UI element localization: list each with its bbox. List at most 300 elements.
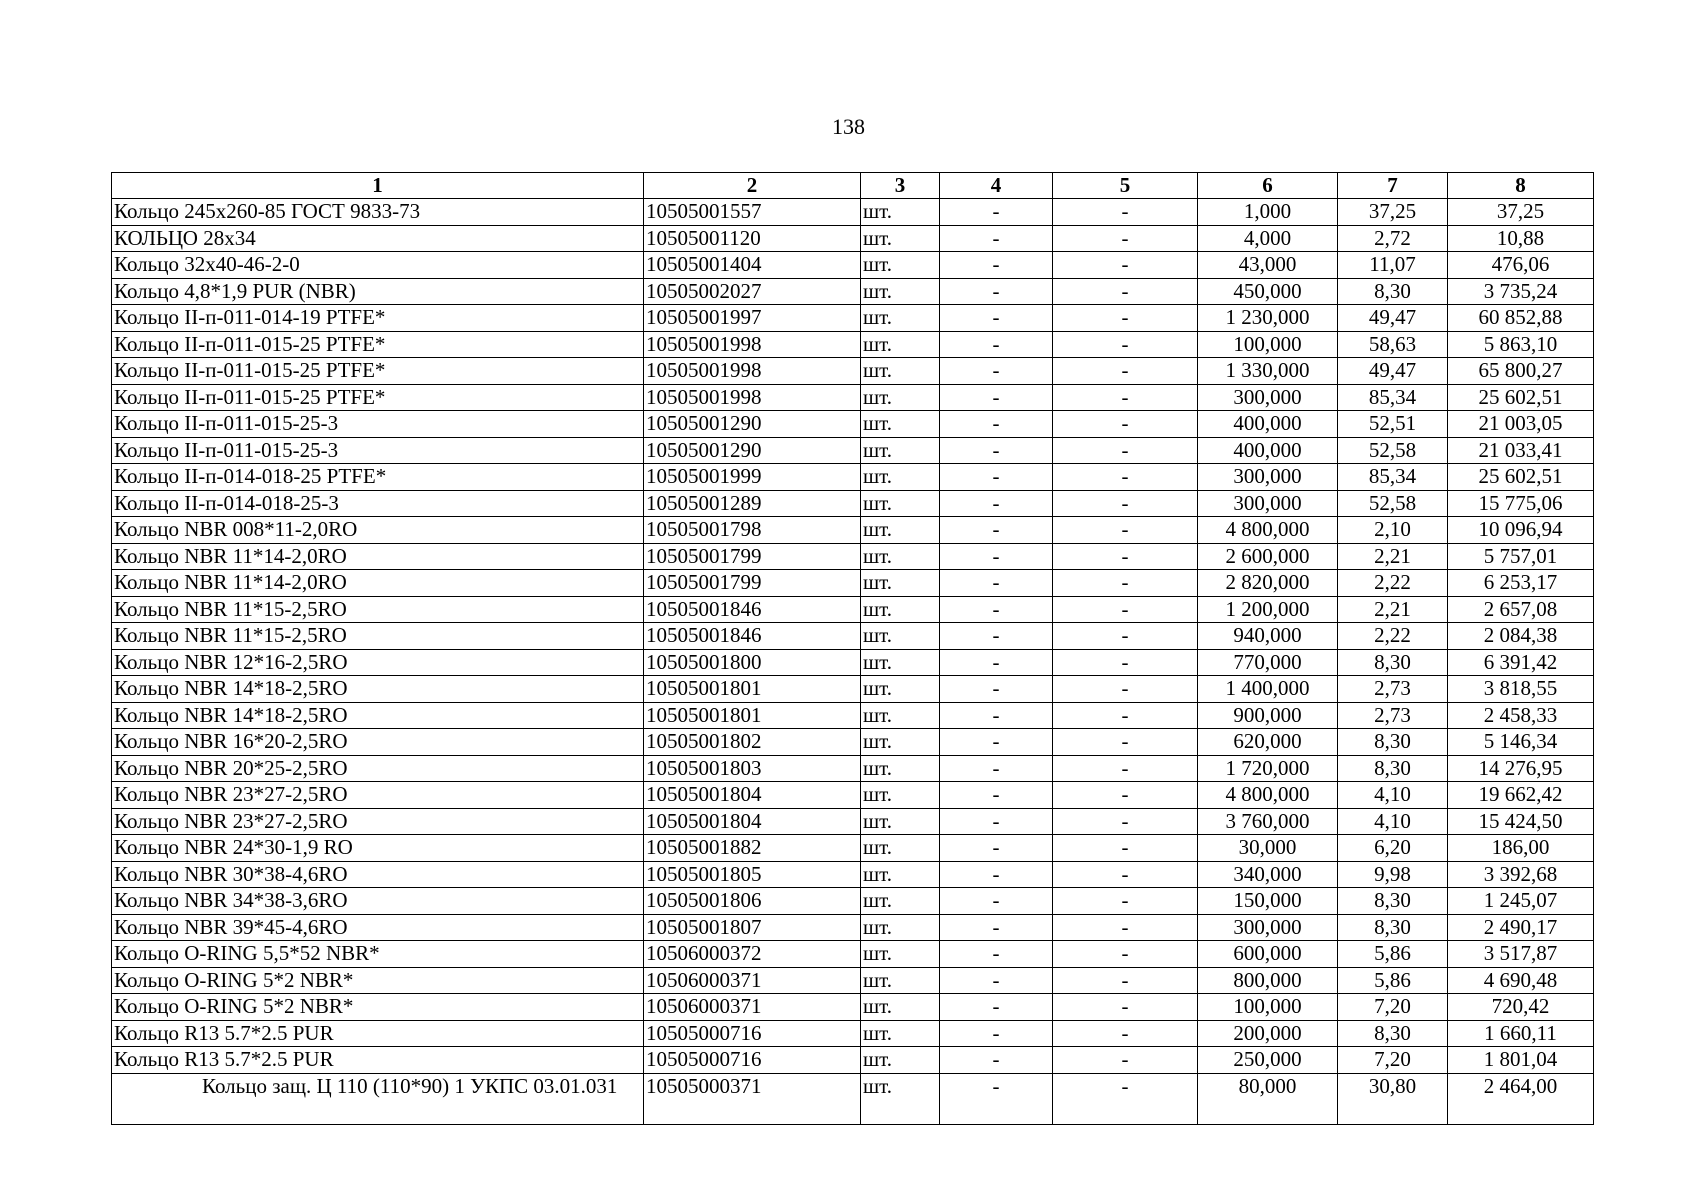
col4-cell: -	[940, 570, 1053, 597]
item-code-cell: 10505001289	[644, 490, 861, 517]
unit-cell: шт.	[861, 941, 940, 968]
unit-cell: шт.	[861, 358, 940, 385]
item-name-cell: Кольцо II-п-011-015-25-3	[112, 437, 644, 464]
item-name-cell: Кольцо NBR 34*38-3,6RO	[112, 888, 644, 915]
table-row	[112, 729, 1594, 756]
header-row	[112, 173, 1594, 199]
quantity-cell: 1 400,000	[1198, 676, 1338, 703]
col5-cell: -	[1053, 305, 1198, 332]
item-name-cell: Кольцо NBR 008*11-2,0RO	[112, 517, 644, 544]
table-row	[112, 358, 1594, 385]
unit-cell: шт.	[861, 623, 940, 650]
quantity-cell: 1 200,000	[1198, 596, 1338, 623]
item-code-cell: 10505001804	[644, 782, 861, 809]
materials-table	[111, 172, 1594, 1125]
unit-cell: шт.	[861, 596, 940, 623]
price-cell: 2,73	[1338, 702, 1448, 729]
price-cell: 8,30	[1338, 649, 1448, 676]
sum-cell: 5 863,10	[1448, 331, 1594, 358]
item-code-cell: 10505000716	[644, 1020, 861, 1047]
table-row	[112, 888, 1594, 915]
col5-cell: -	[1053, 914, 1198, 941]
price-cell: 9,98	[1338, 861, 1448, 888]
unit-cell: шт.	[861, 649, 940, 676]
quantity-cell: 80,000	[1198, 1073, 1338, 1124]
col5-cell: -	[1053, 490, 1198, 517]
item-name-cell: Кольцо NBR 20*25-2,5RO	[112, 755, 644, 782]
sum-cell: 720,42	[1448, 994, 1594, 1021]
item-name-cell: Кольцо NBR 11*15-2,5RO	[112, 596, 644, 623]
item-code-cell: 10505000716	[644, 1047, 861, 1074]
unit-cell: шт.	[861, 888, 940, 915]
sum-cell: 476,06	[1448, 252, 1594, 279]
quantity-cell: 300,000	[1198, 384, 1338, 411]
item-code-cell: 10505001290	[644, 437, 861, 464]
table-row	[112, 861, 1594, 888]
col4-cell: -	[940, 358, 1053, 385]
unit-cell: шт.	[861, 517, 940, 544]
sum-cell: 21 033,41	[1448, 437, 1594, 464]
unit-cell: шт.	[861, 437, 940, 464]
price-cell: 8,30	[1338, 914, 1448, 941]
unit-cell: шт.	[861, 994, 940, 1021]
col5-cell: -	[1053, 676, 1198, 703]
quantity-cell: 150,000	[1198, 888, 1338, 915]
col4-cell: -	[940, 649, 1053, 676]
table-row	[112, 702, 1594, 729]
item-code-cell: 10505001807	[644, 914, 861, 941]
col4-cell: -	[940, 623, 1053, 650]
col5-cell: -	[1053, 437, 1198, 464]
item-name-cell: Кольцо NBR 14*18-2,5RO	[112, 702, 644, 729]
item-code-cell: 10505001997	[644, 305, 861, 332]
item-name-cell: Кольцо 4,8*1,9 PUR (NBR)	[112, 278, 644, 305]
item-code-cell: 10505002027	[644, 278, 861, 305]
price-cell: 7,20	[1338, 1047, 1448, 1074]
table-row	[112, 994, 1594, 1021]
sum-cell: 3 735,24	[1448, 278, 1594, 305]
item-code-cell: 10506000371	[644, 967, 861, 994]
quantity-cell: 250,000	[1198, 1047, 1338, 1074]
col4-cell: -	[940, 1020, 1053, 1047]
item-code-cell: 10505001999	[644, 464, 861, 491]
item-code-cell: 10505001404	[644, 252, 861, 279]
item-code-cell: 10505001557	[644, 199, 861, 226]
sum-cell: 10,88	[1448, 225, 1594, 252]
unit-cell: шт.	[861, 252, 940, 279]
col5-cell: -	[1053, 596, 1198, 623]
price-cell: 6,20	[1338, 835, 1448, 862]
unit-cell: шт.	[861, 702, 940, 729]
table-row	[112, 649, 1594, 676]
table-row	[112, 1020, 1594, 1047]
unit-cell: шт.	[861, 1020, 940, 1047]
item-code-cell: 10505001846	[644, 596, 861, 623]
table-row	[112, 278, 1594, 305]
quantity-cell: 340,000	[1198, 861, 1338, 888]
col5-cell: -	[1053, 941, 1198, 968]
price-cell: 85,34	[1338, 464, 1448, 491]
unit-cell: шт.	[861, 411, 940, 438]
unit-cell: шт.	[861, 755, 940, 782]
table-row	[112, 808, 1594, 835]
col4-cell: -	[940, 755, 1053, 782]
table-row	[112, 914, 1594, 941]
quantity-cell: 300,000	[1198, 490, 1338, 517]
col5-cell: -	[1053, 384, 1198, 411]
item-code-cell: 10505001998	[644, 331, 861, 358]
table-row	[112, 1073, 1594, 1124]
price-cell: 8,30	[1338, 1020, 1448, 1047]
item-code-cell: 10505001998	[644, 384, 861, 411]
item-name-cell: Кольцо NBR 12*16-2,5RO	[112, 649, 644, 676]
quantity-cell: 30,000	[1198, 835, 1338, 862]
col4-cell: -	[940, 517, 1053, 544]
sum-cell: 19 662,42	[1448, 782, 1594, 809]
item-code-cell: 10505001801	[644, 676, 861, 703]
col5-cell: -	[1053, 835, 1198, 862]
sum-cell: 25 602,51	[1448, 464, 1594, 491]
item-name-cell: Кольцо NBR 39*45-4,6RO	[112, 914, 644, 941]
col4-cell: -	[940, 808, 1053, 835]
col5-cell: -	[1053, 199, 1198, 226]
unit-cell: шт.	[861, 676, 940, 703]
item-name-cell: Кольцо 245x260-85 ГОСТ 9833-73	[112, 199, 644, 226]
table-row	[112, 782, 1594, 809]
sum-cell: 1 245,07	[1448, 888, 1594, 915]
sum-cell: 15 424,50	[1448, 808, 1594, 835]
quantity-cell: 1 720,000	[1198, 755, 1338, 782]
item-code-cell: 10505000371	[644, 1073, 861, 1124]
unit-cell: шт.	[861, 225, 940, 252]
sum-cell: 2 657,08	[1448, 596, 1594, 623]
col4-cell: -	[940, 384, 1053, 411]
sum-cell: 6 253,17	[1448, 570, 1594, 597]
table-row	[112, 252, 1594, 279]
sum-cell: 3 392,68	[1448, 861, 1594, 888]
unit-cell: шт.	[861, 1073, 940, 1124]
col5-cell: -	[1053, 1047, 1198, 1074]
item-code-cell: 10505001882	[644, 835, 861, 862]
col4-cell: -	[940, 596, 1053, 623]
item-code-cell: 10505001120	[644, 225, 861, 252]
quantity-cell: 1,000	[1198, 199, 1338, 226]
quantity-cell: 900,000	[1198, 702, 1338, 729]
table-row	[112, 596, 1594, 623]
price-cell: 52,51	[1338, 411, 1448, 438]
sum-cell: 1 660,11	[1448, 1020, 1594, 1047]
col5-cell: -	[1053, 649, 1198, 676]
col4-cell: -	[940, 994, 1053, 1021]
unit-cell: шт.	[861, 278, 940, 305]
col5-cell: -	[1053, 331, 1198, 358]
col4-cell: -	[940, 888, 1053, 915]
unit-cell: шт.	[861, 331, 940, 358]
item-name-cell: Кольцо NBR 11*14-2,0RO	[112, 570, 644, 597]
item-name-cell: Кольцо II-п-014-018-25 PTFE*	[112, 464, 644, 491]
unit-cell: шт.	[861, 835, 940, 862]
unit-cell: шт.	[861, 861, 940, 888]
col4-cell: -	[940, 411, 1053, 438]
sum-cell: 3 818,55	[1448, 676, 1594, 703]
quantity-cell: 400,000	[1198, 411, 1338, 438]
quantity-cell: 200,000	[1198, 1020, 1338, 1047]
unit-cell: шт.	[861, 490, 940, 517]
item-name-cell: Кольцо R13 5.7*2.5 PUR	[112, 1047, 644, 1074]
col5-cell: -	[1053, 358, 1198, 385]
item-code-cell: 10505001803	[644, 755, 861, 782]
item-code-cell: 10505001800	[644, 649, 861, 676]
col5-cell: -	[1053, 464, 1198, 491]
table-row	[112, 437, 1594, 464]
col5-cell: -	[1053, 411, 1198, 438]
quantity-cell: 43,000	[1198, 252, 1338, 279]
page-number: 138	[832, 114, 865, 139]
quantity-cell: 400,000	[1198, 437, 1338, 464]
unit-cell: шт.	[861, 199, 940, 226]
price-cell: 4,10	[1338, 808, 1448, 835]
col5-cell: -	[1053, 782, 1198, 809]
price-cell: 4,10	[1338, 782, 1448, 809]
table-row	[112, 331, 1594, 358]
quantity-cell: 300,000	[1198, 914, 1338, 941]
col5-cell: -	[1053, 702, 1198, 729]
table-row	[112, 755, 1594, 782]
sum-cell: 2 464,00	[1448, 1073, 1594, 1124]
col4-cell: -	[940, 278, 1053, 305]
price-cell: 2,73	[1338, 676, 1448, 703]
sum-cell: 60 852,88	[1448, 305, 1594, 332]
sum-cell: 14 276,95	[1448, 755, 1594, 782]
quantity-cell: 3 760,000	[1198, 808, 1338, 835]
price-cell: 2,72	[1338, 225, 1448, 252]
col5-cell: -	[1053, 543, 1198, 570]
quantity-cell: 100,000	[1198, 331, 1338, 358]
col5-cell: -	[1053, 623, 1198, 650]
sum-cell: 5 146,34	[1448, 729, 1594, 756]
col4-cell: -	[940, 1047, 1053, 1074]
item-code-cell: 10505001290	[644, 411, 861, 438]
quantity-cell: 100,000	[1198, 994, 1338, 1021]
table-row	[112, 570, 1594, 597]
unit-cell: шт.	[861, 543, 940, 570]
col4-cell: -	[940, 861, 1053, 888]
sum-cell: 3 517,87	[1448, 941, 1594, 968]
item-code-cell: 10505001801	[644, 702, 861, 729]
col4-cell: -	[940, 914, 1053, 941]
price-cell: 8,30	[1338, 888, 1448, 915]
item-name-cell: КОЛЬЦО 28x34	[112, 225, 644, 252]
item-code-cell: 10506000371	[644, 994, 861, 1021]
price-cell: 52,58	[1338, 437, 1448, 464]
table-row	[112, 543, 1594, 570]
col4-cell: -	[940, 437, 1053, 464]
item-name-cell: Кольцо II-п-014-018-25-3	[112, 490, 644, 517]
col4-cell: -	[940, 490, 1053, 517]
item-name-cell: Кольцо NBR 23*27-2,5RO	[112, 782, 644, 809]
column-header: 3	[861, 173, 940, 199]
price-cell: 8,30	[1338, 278, 1448, 305]
sum-cell: 4 690,48	[1448, 967, 1594, 994]
price-cell: 37,25	[1338, 199, 1448, 226]
item-name-cell: Кольцо NBR 11*14-2,0RO	[112, 543, 644, 570]
table-row	[112, 464, 1594, 491]
unit-cell: шт.	[861, 384, 940, 411]
price-cell: 2,22	[1338, 623, 1448, 650]
col5-cell: -	[1053, 570, 1198, 597]
price-cell: 8,30	[1338, 729, 1448, 756]
price-cell: 58,63	[1338, 331, 1448, 358]
price-cell: 2,21	[1338, 596, 1448, 623]
table-row	[112, 676, 1594, 703]
quantity-cell: 770,000	[1198, 649, 1338, 676]
price-cell: 30,80	[1338, 1073, 1448, 1124]
item-code-cell: 10505001799	[644, 570, 861, 597]
price-cell: 52,58	[1338, 490, 1448, 517]
col5-cell: -	[1053, 517, 1198, 544]
item-name-cell: Кольцо NBR 16*20-2,5RO	[112, 729, 644, 756]
item-name-cell: Кольцо II-п-011-014-19 PTFE*	[112, 305, 644, 332]
sum-cell: 1 801,04	[1448, 1047, 1594, 1074]
col4-cell: -	[940, 252, 1053, 279]
item-name-cell: Кольцо 32x40-46-2-0	[112, 252, 644, 279]
price-cell: 5,86	[1338, 967, 1448, 994]
col5-cell: -	[1053, 994, 1198, 1021]
table-row	[112, 225, 1594, 252]
quantity-cell: 1 330,000	[1198, 358, 1338, 385]
item-name-cell: Кольцо O-RING 5*2 NBR*	[112, 994, 644, 1021]
unit-cell: шт.	[861, 808, 940, 835]
col4-cell: -	[940, 225, 1053, 252]
table-row	[112, 199, 1594, 226]
col4-cell: -	[940, 782, 1053, 809]
price-cell: 11,07	[1338, 252, 1448, 279]
table-body	[112, 199, 1594, 1125]
table-row	[112, 411, 1594, 438]
table-row	[112, 967, 1594, 994]
unit-cell: шт.	[861, 914, 940, 941]
col4-cell: -	[940, 464, 1053, 491]
column-header: 5	[1053, 173, 1198, 199]
unit-cell: шт.	[861, 1047, 940, 1074]
col5-cell: -	[1053, 755, 1198, 782]
col5-cell: -	[1053, 729, 1198, 756]
item-code-cell: 10505001998	[644, 358, 861, 385]
item-code-cell: 10506000372	[644, 941, 861, 968]
sum-cell: 2 458,33	[1448, 702, 1594, 729]
unit-cell: шт.	[861, 464, 940, 491]
table-row	[112, 1047, 1594, 1074]
item-name-cell: Кольцо R13 5.7*2.5 PUR	[112, 1020, 644, 1047]
col4-cell: -	[940, 331, 1053, 358]
quantity-cell: 940,000	[1198, 623, 1338, 650]
item-name-cell: Кольцо NBR 23*27-2,5RO	[112, 808, 644, 835]
unit-cell: шт.	[861, 967, 940, 994]
column-header: 8	[1448, 173, 1594, 199]
col5-cell: -	[1053, 861, 1198, 888]
col5-cell: -	[1053, 278, 1198, 305]
col5-cell: -	[1053, 225, 1198, 252]
col5-cell: -	[1053, 808, 1198, 835]
table-row	[112, 941, 1594, 968]
item-code-cell: 10505001846	[644, 623, 861, 650]
price-cell: 7,20	[1338, 994, 1448, 1021]
quantity-cell: 600,000	[1198, 941, 1338, 968]
unit-cell: шт.	[861, 782, 940, 809]
col5-cell: -	[1053, 1020, 1198, 1047]
quantity-cell: 1 230,000	[1198, 305, 1338, 332]
item-name-cell: Кольцо NBR 24*30-1,9 RO	[112, 835, 644, 862]
column-header: 7	[1338, 173, 1448, 199]
col4-cell: -	[940, 305, 1053, 332]
sum-cell: 5 757,01	[1448, 543, 1594, 570]
column-header: 1	[112, 173, 644, 199]
sum-cell: 65 800,27	[1448, 358, 1594, 385]
sum-cell: 186,00	[1448, 835, 1594, 862]
quantity-cell: 2 820,000	[1198, 570, 1338, 597]
price-cell: 2,10	[1338, 517, 1448, 544]
col5-cell: -	[1053, 1073, 1198, 1124]
col4-cell: -	[940, 543, 1053, 570]
item-name-cell: Кольцо NBR 30*38-4,6RO	[112, 861, 644, 888]
item-code-cell: 10505001806	[644, 888, 861, 915]
col4-cell: -	[940, 967, 1053, 994]
table-row	[112, 384, 1594, 411]
price-cell: 49,47	[1338, 358, 1448, 385]
quantity-cell: 2 600,000	[1198, 543, 1338, 570]
column-header: 2	[644, 173, 861, 199]
col5-cell: -	[1053, 888, 1198, 915]
column-header: 6	[1198, 173, 1338, 199]
item-code-cell: 10505001802	[644, 729, 861, 756]
column-header: 4	[940, 173, 1053, 199]
unit-cell: шт.	[861, 305, 940, 332]
price-cell: 2,22	[1338, 570, 1448, 597]
item-name-cell: Кольцо II-п-011-015-25 PTFE*	[112, 358, 644, 385]
table-row	[112, 490, 1594, 517]
table-row	[112, 623, 1594, 650]
sum-cell: 10 096,94	[1448, 517, 1594, 544]
sum-cell: 6 391,42	[1448, 649, 1594, 676]
quantity-cell: 4 800,000	[1198, 782, 1338, 809]
col4-cell: -	[940, 729, 1053, 756]
table-row	[112, 517, 1594, 544]
col5-cell: -	[1053, 967, 1198, 994]
col4-cell: -	[940, 835, 1053, 862]
item-name-cell: Кольцо NBR 11*15-2,5RO	[112, 623, 644, 650]
unit-cell: шт.	[861, 729, 940, 756]
price-cell: 8,30	[1338, 755, 1448, 782]
quantity-cell: 4,000	[1198, 225, 1338, 252]
item-code-cell: 10505001805	[644, 861, 861, 888]
item-code-cell: 10505001804	[644, 808, 861, 835]
quantity-cell: 620,000	[1198, 729, 1338, 756]
col5-cell: -	[1053, 252, 1198, 279]
sum-cell: 25 602,51	[1448, 384, 1594, 411]
sum-cell: 37,25	[1448, 199, 1594, 226]
price-cell: 49,47	[1338, 305, 1448, 332]
col4-cell: -	[940, 702, 1053, 729]
item-name-cell: Кольцо NBR 14*18-2,5RO	[112, 676, 644, 703]
sum-cell: 15 775,06	[1448, 490, 1594, 517]
quantity-cell: 4 800,000	[1198, 517, 1338, 544]
item-name-cell: Кольцо защ. Ц 110 (110*90) 1 УКПС 03.01.031	[112, 1073, 644, 1124]
price-cell: 5,86	[1338, 941, 1448, 968]
table-row	[112, 835, 1594, 862]
quantity-cell: 450,000	[1198, 278, 1338, 305]
item-name-cell: Кольцо O-RING 5,5*52 NBR*	[112, 941, 644, 968]
table-row	[112, 305, 1594, 332]
